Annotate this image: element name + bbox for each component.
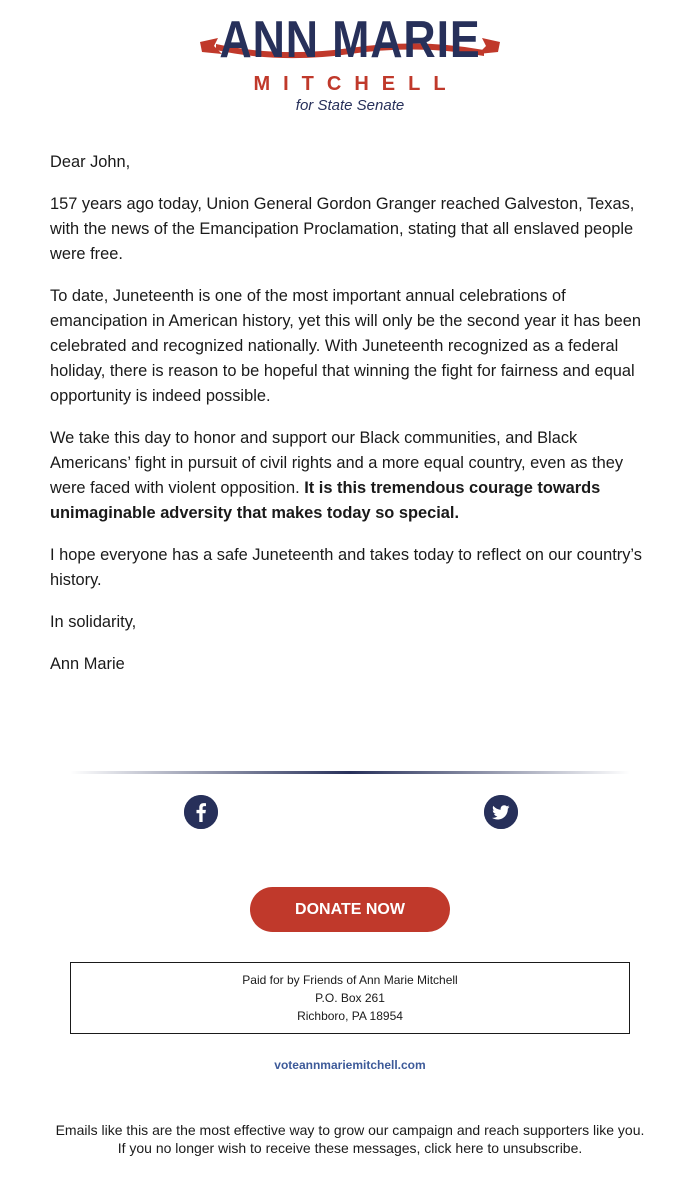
paid-for-line: Paid for by Friends of Ann Marie Mitchell bbox=[242, 973, 458, 987]
logo-subtitle: for State Senate bbox=[295, 97, 405, 114]
city-line: Richboro, PA 18954 bbox=[297, 1009, 403, 1023]
twitter-icon bbox=[484, 795, 518, 829]
donate-button[interactable]: DONATE NOW bbox=[250, 887, 450, 932]
logo-name-line2: MITCHELL bbox=[253, 73, 459, 95]
paragraph-3 bbox=[50, 426, 655, 526]
footer bbox=[0, 1121, 700, 1157]
twitter-link[interactable] bbox=[484, 795, 518, 829]
logo-name-line1: ANN MARIE bbox=[219, 11, 481, 69]
closing: In solidarity, bbox=[50, 613, 137, 631]
website-link[interactable]: voteannmariemitchell.com bbox=[274, 1058, 426, 1072]
greeting: Dear John, bbox=[50, 153, 131, 171]
footer-line-1: Emails like this are the most effective way to grow our campaign and reach supporters like you. bbox=[55, 1122, 645, 1138]
facebook-icon bbox=[184, 795, 218, 829]
paragraph-2: To date, Juneteenth is one of the most important annual celebrations of emancipation in American history, yet this will only be the second year it has been celebrated and recognized nationally. With Juneteenth recognized as a federal holiday, there is reason to be hopeful that winning the fight for fairness and equal opportunity is indeed possible. bbox=[50, 287, 641, 405]
unsubscribe-line[interactable]: If you no longer wish to receive these messages, click here to unsubscribe. bbox=[117, 1140, 583, 1156]
paid-for-disclaimer bbox=[70, 962, 630, 1034]
signature: Ann Marie bbox=[50, 655, 125, 673]
facebook-link[interactable] bbox=[184, 795, 218, 829]
paragraph-3-bold: It is this tremendous courage towards unimaginable adversity that makes today so special. bbox=[50, 479, 601, 522]
paragraph-1: 157 years ago today, Union General Gordon Granger reached Galveston, Texas, with the news of the Emancipation Proclamation, stating that all enslaved people were free. bbox=[50, 195, 635, 263]
letter-body bbox=[50, 150, 655, 694]
divider bbox=[70, 771, 630, 774]
paragraph-4: I hope everyone has a safe Juneteenth and takes today to reflect on our country’s history. bbox=[50, 546, 642, 589]
paragraph-3-text: We take this day to honor and support our Black communities, and Black Americans’ fight in pursuit of civil rights and a more equal country, even as they were faced with violent opposition. bbox=[50, 429, 624, 497]
campaign-logo bbox=[0, 0, 700, 130]
po-box-line: P.O. Box 261 bbox=[315, 991, 385, 1005]
